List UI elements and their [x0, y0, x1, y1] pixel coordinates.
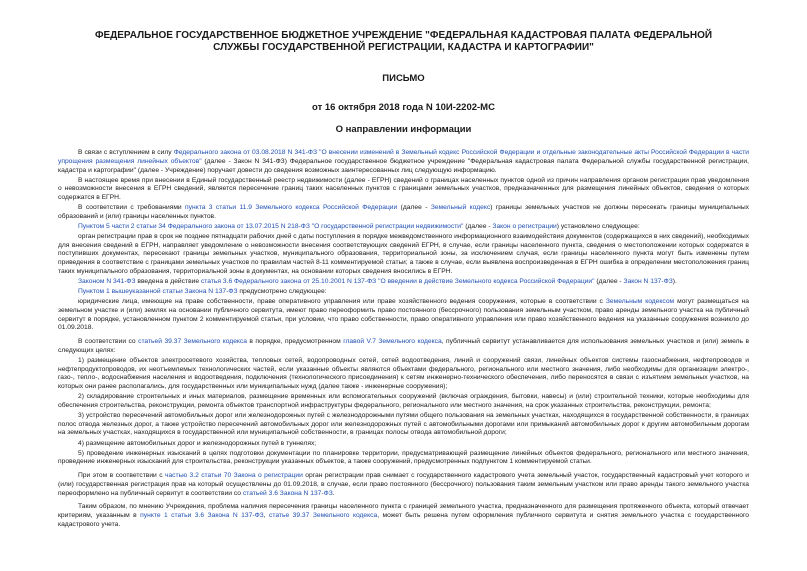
- paragraph-text: , публичный сервитут устанавливается для использования земельных участков и (или) земель в следующих целях:: [58, 338, 749, 354]
- paragraph-text: В настоящее время при внесении в Единый государственный реестр недвижимости (далее - ЕГРН) сведений о границах населенных пунктов одной из причин направления органом регистрации прав уведомления о невозможности внесения в ЕГРН сведений, является пересечение границ таких населенных пунктов с границами земельных участков, предназначенных для размещения линейных объектов, сведения о которых содержатся в ЕГРН.: [58, 176, 749, 202]
- paragraph-text: 5) проведение инженерных изысканий в целях подготовки документации по планировке территории, предусматривающей размещение линейных объектов федерального, регионального или местного значения, проведение инженерных изысканий для строительства, реконструкции указанных объектов, а также сооружений, предусмотренных подпунктом 1 комментируемой статьи.: [58, 449, 749, 466]
- paragraph: [58, 204, 749, 222]
- paragraph-text: При этом в соответствии с: [78, 472, 165, 480]
- paragraph-text: ) установлено следующее:: [556, 222, 640, 230]
- legal-reference-link[interactable]: Закон N 137-ФЗ: [623, 277, 673, 285]
- paragraph-text: в порядке, предусмотренном: [246, 338, 344, 346]
- paragraph-text: (далее -: [463, 222, 493, 230]
- legal-reference-link[interactable]: Пунктом 1 вышеуказанной статьи Закона N 137-ФЗ: [78, 288, 238, 296]
- paragraph: [58, 412, 749, 438]
- legal-reference-link[interactable]: статье 39.37 Земельного кодекса: [269, 512, 378, 520]
- legal-reference-link[interactable]: Земельный кодекс: [430, 204, 491, 212]
- paragraph: [58, 450, 749, 468]
- legal-reference-link[interactable]: статьей 3.6 Закона N 137-ФЗ: [242, 489, 333, 497]
- paragraph: [58, 149, 749, 175]
- paragraph: [58, 298, 749, 333]
- paragraph-text: юридические лица, имеющие на праве собственности, праве оперативного управления или праве хозяйственного ведения сооружения, которые в соответствии с: [78, 298, 606, 306]
- paragraph-text: орган регистрации прав в срок не позднее пятнадцати рабочих дней с даты поступления в порядке межведомственного информационного взаимодействия документов (содержащихся в них сведений), необходимых для внесения сведений в ЕГРН, направляет уведомление о невозможности внесения соответствующих сведений ЕГРН, в случае, если границы населенного пункта, сведения о местоположении которых содержатся в поступивших документах, пересекают границы земельных участков, муниципального образования, территориальной зоны, за исключением случая, если границы населенного пункта могут быть изменены путем приведения в соответствие с границами земельных участков по правилам частей 8-11 комментируемой статьи; а также в случае, если выявлена воспроизведенная в ЕГРН ошибка в определении местоположения границ таких муниципального образования, территориальной зоны в документах, на основании которых сведения вносились в ЕГРН.: [58, 232, 749, 275]
- paragraph: [58, 223, 749, 232]
- document-body: [58, 149, 749, 530]
- legal-reference-link[interactable]: Закон о регистрации: [492, 222, 557, 230]
- paragraph-text: 4) размещение автомобильных дорог и железнодорожных путей в туннелях;: [78, 439, 317, 447]
- legal-reference-link[interactable]: статьей 39.37 Земельного кодекса: [138, 338, 247, 346]
- legal-reference-link[interactable]: пункте 1 статьи 3.6 Закона N 137-ФЗ: [140, 512, 264, 520]
- document-title: ПИСЬМО: [382, 73, 425, 84]
- paragraph: [58, 278, 749, 287]
- paragraph-text: ).: [672, 277, 677, 285]
- legal-reference-link[interactable]: статья 3.6 Федерального закона от 25.10.2001 N 137-ФЗ "О введении в действие Земельного кодекса Российской Федерации": [200, 277, 595, 285]
- paragraph-text: , может быть решена путем оформления публичного сервитута и снятия земельного участка с государственного кадастрового учета.: [58, 512, 749, 528]
- legal-reference-link[interactable]: главой V.7 Земельного кодекса: [343, 338, 442, 346]
- paragraph-text: орган регистрации прав снимает с государственного кадастрового учета земельный участок, государственный кадастровый учет которого и (или) государственная регистрация прав на который осуществлены до 01.09.2018, в случае, если право постоянного (бессрочного) пользования таким земельным участком или право аренды такого земельного участка переоформлено на публичный сервитут в соответствии со: [58, 472, 749, 497]
- paragraph-text: Таким образом, по мнению Учреждения, проблема наличия пересечения границы населенного пункта с границей земельного участка, предназначенного для размещения протяженного объекта, который отвечает критериям, указанным в: [58, 503, 749, 520]
- paragraph-text: ) границы земельных участков не должны пересекать границы муниципальных образований и (или) границы населенных пунктов.: [58, 204, 750, 220]
- paragraph: [58, 338, 749, 356]
- paragraph: [58, 288, 749, 297]
- paragraph-text: (далее -: [397, 204, 431, 212]
- paragraph-text: (далее - Закон N 341-ФЗ) Федеральное государственное бюджетное учреждение "Федеральная кадастровая палата Федеральной службы государственной регистрации, кадастра и картографии" (далее - Учреждение) поручает довести до сведения возможных заинтересованных лиц следующую информацию.: [58, 157, 750, 174]
- paragraph-text: В соответствии с требованиями: [78, 204, 186, 212]
- paragraph-text: 1) размещение объектов электросетевого хозяйства, тепловых сетей, водопроводных сетей, сетей водоотведения, линий и сооружений связи, линейных объектов системы газоснабжения, нефтепроводов и нефтепродуктопроводов, их неотъемлемых технологических частей, если указанные объекты являются объектами федерального, регионального или местного значения, либо необходимы для организации электро-, газо-, тепло-, водоснабжения населения и водоотведения, подключения (технологического присоединения) к сетям инженерно-технического обеспечения, либо переносятся в связи с изъятием земельных участков, на которых они ранее располагались, для государственных или муниципальных нужд (далее также - инженерные сооружения);: [58, 356, 749, 391]
- paragraph-text: (далее -: [594, 277, 624, 285]
- legal-reference-link[interactable]: Федерального закона от 03.08.2018 N 341-ФЗ "О внесении изменений в Земельный кодекс Российской Федерации и отдельные законодательные акты Российской Федерации в части упрощения размещения линейных объектов": [58, 149, 749, 165]
- paragraph-text: предусмотрено следующее:: [237, 288, 327, 296]
- paragraph-text: В соответствии со: [78, 338, 139, 346]
- paragraph-text: введена в действие: [135, 277, 201, 285]
- paragraph: [58, 440, 749, 449]
- paragraph: [58, 393, 749, 411]
- legal-reference-link[interactable]: Пунктом 5 части 2 статьи 34 Федерального закона от 13.07.2015 N 218-ФЗ "О государственной регистрации недвижимости": [78, 222, 464, 230]
- paragraph-text: 3) устройство пересечений автомобильных дорог или железнодорожных путей с железнодорожными путями общего пользования на земельных участках, находящихся в государственной собственности, в границах полос отвода железных дорог, а также устройство пересечений автомобильных дорог или железнодорожных путей с автомобильными дорогами или примыканий автомобильных дорог к другим автомобильным дорогам на земельных участках, находящихся в государственной или муниципальной собственности, в границах полосы отвода автомобильной дороги;: [58, 411, 749, 437]
- paragraph-text: ,: [263, 512, 270, 520]
- paragraph: [58, 472, 749, 498]
- legal-reference-link[interactable]: Законом N 341-ФЗ: [78, 277, 136, 285]
- paragraph-text: могут размещаться на земельном участке и (или) землях на основании публичного сервитута, имеют право переоформить право постоянного (бессрочного) пользования земельным участком, право аренды земельного участка на публичный сервитут в порядке, установленном пунктом 2 комментируемой статьи, при условии, что право собственности, право оперативного управления или право хозяйственного ведения на указанные сооружения возникло до 01.09.2018.: [58, 298, 749, 332]
- paragraph: [58, 233, 749, 277]
- document-date: от 16 октября 2018 года N 10И-2202-МС: [312, 102, 495, 113]
- legal-reference-link[interactable]: пункта 3 статьи 11.9 Земельного кодекса Российской Федерации: [185, 204, 398, 212]
- organization-header: ФЕДЕРАЛЬНОЕ ГОСУДАРСТВЕННОЕ БЮДЖЕТНОЕ УЧРЕЖДЕНИЕ "ФЕДЕРАЛЬНАЯ КАДАСТРОВАЯ ПАЛАТА ФЕДЕРАЛЬНОЙ СЛУЖБЫ ГОСУДАРСТВЕННОЙ РЕГИСТРАЦИИ, КАДАСТРА И КАРТОГРАФИИ": [94, 30, 713, 53]
- document-subject: О направлении информации: [335, 124, 472, 135]
- paragraph: [58, 503, 749, 529]
- paragraph-text: В связи с вступлением в силу: [78, 149, 174, 156]
- legal-reference-link[interactable]: частью 3.2 статьи 70 Закона о регистрации: [164, 472, 303, 480]
- paragraph: [58, 357, 749, 392]
- paragraph-text: .: [332, 489, 335, 497]
- paragraph: [58, 177, 749, 203]
- paragraph-text: 2) складирование строительных и иных материалов, размещение временных или вспомогательных сооружений (включая ограждения, бытовки, навесы) и (или) строительной техники, которые необходимы для обеспечения строительства, реконструкции, ремонта объектов транспортной инфраструктуры федерального, регионального или местного значения, на срок указанных строительства, реконструкции, ремонта;: [58, 393, 749, 409]
- legal-reference-link[interactable]: Земельным кодексом: [605, 298, 675, 306]
